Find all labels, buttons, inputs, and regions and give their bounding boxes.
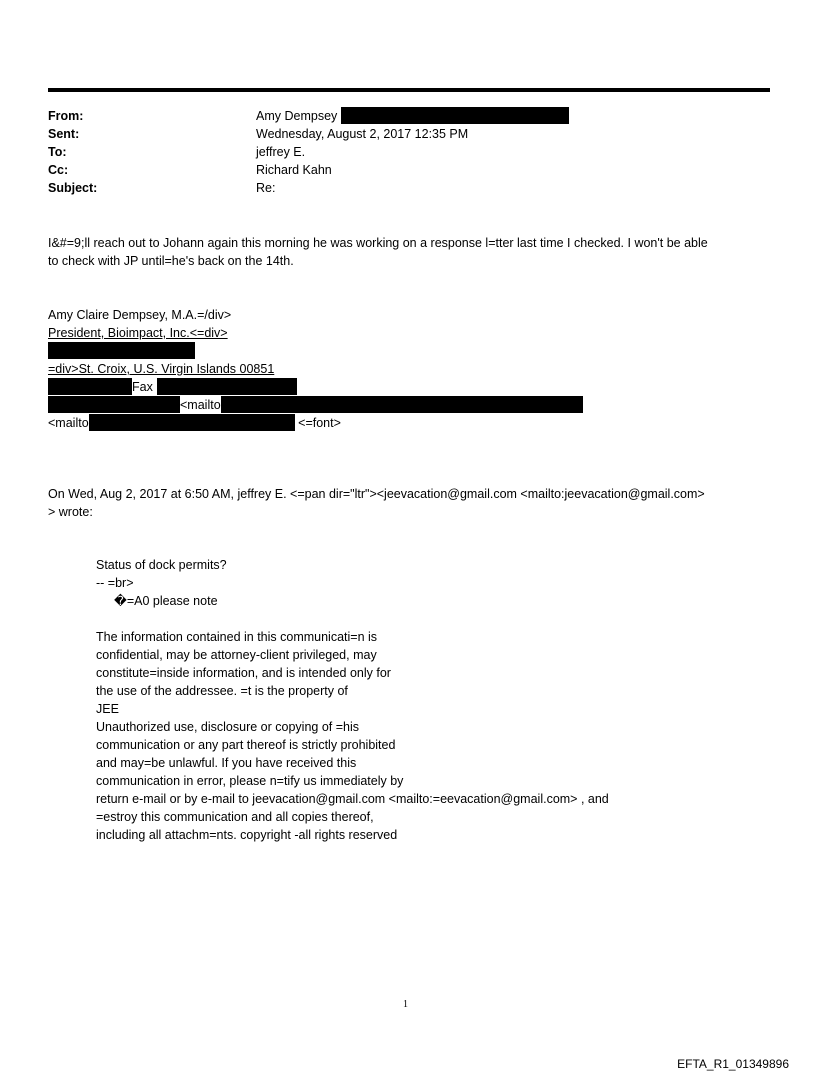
redaction-box [221,396,583,413]
redaction-box [48,342,195,359]
quoted-message [96,556,736,610]
quoted-intro-line: On Wed, Aug 2, 2017 at 6:50 AM, jeffrey E. <=pan dir="ltr"><jeevacation@gmail.com <mailto:jeevacation@gmail.com> [48,487,705,501]
disclaimer-line: the use of the addressee. =t is the property of [96,684,348,698]
sent-row [48,125,648,143]
subject-row [48,179,648,197]
sent-label: Sent: [48,127,80,141]
subject-value: Re: [256,181,276,195]
signature-name: Amy Claire Dempsey, M.A.=/div> [48,308,232,322]
signature-fax-line [48,378,648,396]
font-end-tag: <=font> [298,416,341,430]
mailto-label: <mailto [48,416,89,430]
redaction-box [341,107,569,124]
signature-block [48,306,648,432]
fax-label: Fax [132,380,153,394]
disclaimer-line: Unauthorized use, disclosure or copying of =his [96,720,359,734]
message-line: to check with JP until=he's back on the 14th. [48,254,294,268]
header-rule [48,88,770,92]
quoted-intro [48,485,773,521]
document-id: EFTA_R1_01349896 [677,1057,789,1071]
page-number: 1 [403,999,408,1010]
subject-label: Subject: [48,181,98,195]
disclaimer [96,628,736,844]
to-label: To: [48,145,67,159]
from-value: Amy Dempsey [256,107,569,125]
quoted-note: �=A0 please note [114,594,218,608]
redaction-box [48,378,132,395]
disclaimer-line: communication or any part thereof is strictly prohibited [96,738,396,752]
message-line: I&#=9;ll reach out to Johann again this morning he was working on a response l=tter last time I checked. I won't be able [48,236,708,250]
signature-mailto-line [48,396,648,414]
cc-value: Richard Kahn [256,163,332,177]
cc-row [48,161,648,179]
from-row [48,107,648,125]
quoted-intro-line: > wrote: [48,505,93,519]
from-label: From: [48,109,84,123]
signature-title: President, Bioimpact, Inc.<=div> [48,326,228,340]
to-row [48,143,648,161]
disclaimer-line: and may=be unlawful. If you have received this [96,756,357,770]
redaction-box [89,414,295,431]
message-body [48,234,773,270]
signature-address: =div>St. Croix, U.S. Virgin Islands 00851 [48,362,275,376]
quoted-br: -- =br> [96,576,134,590]
signature-redacted-line [48,342,648,360]
disclaimer-line: =estroy this communication and all copies thereof, [96,810,374,824]
redaction-box [48,396,180,413]
quoted-status: Status of dock permits? [96,558,227,572]
cc-label: Cc: [48,163,69,177]
redaction-box [157,378,297,395]
disclaimer-line: The information contained in this communicati=n is [96,630,378,644]
mailto-label: <mailto [180,398,221,412]
disclaimer-line: confidential, may be attorney-client privileged, may [96,648,377,662]
sent-value: Wednesday, August 2, 2017 12:35 PM [256,127,469,141]
signature-mailto-line [48,414,648,432]
disclaimer-line: JEE [96,702,119,716]
disclaimer-line: communication in error, please n=tify us immediately by [96,774,404,788]
to-value: jeffrey E. [256,145,306,159]
disclaimer-line: return e-mail or by e-mail to jeevacation@gmail.com <mailto:=eevacation@gmail.com> , and [96,792,609,806]
disclaimer-line: constitute=inside information, and is intended only for [96,666,391,680]
email-header [48,107,648,197]
disclaimer-line: including all attachm=nts. copyright -all rights reserved [96,828,398,842]
